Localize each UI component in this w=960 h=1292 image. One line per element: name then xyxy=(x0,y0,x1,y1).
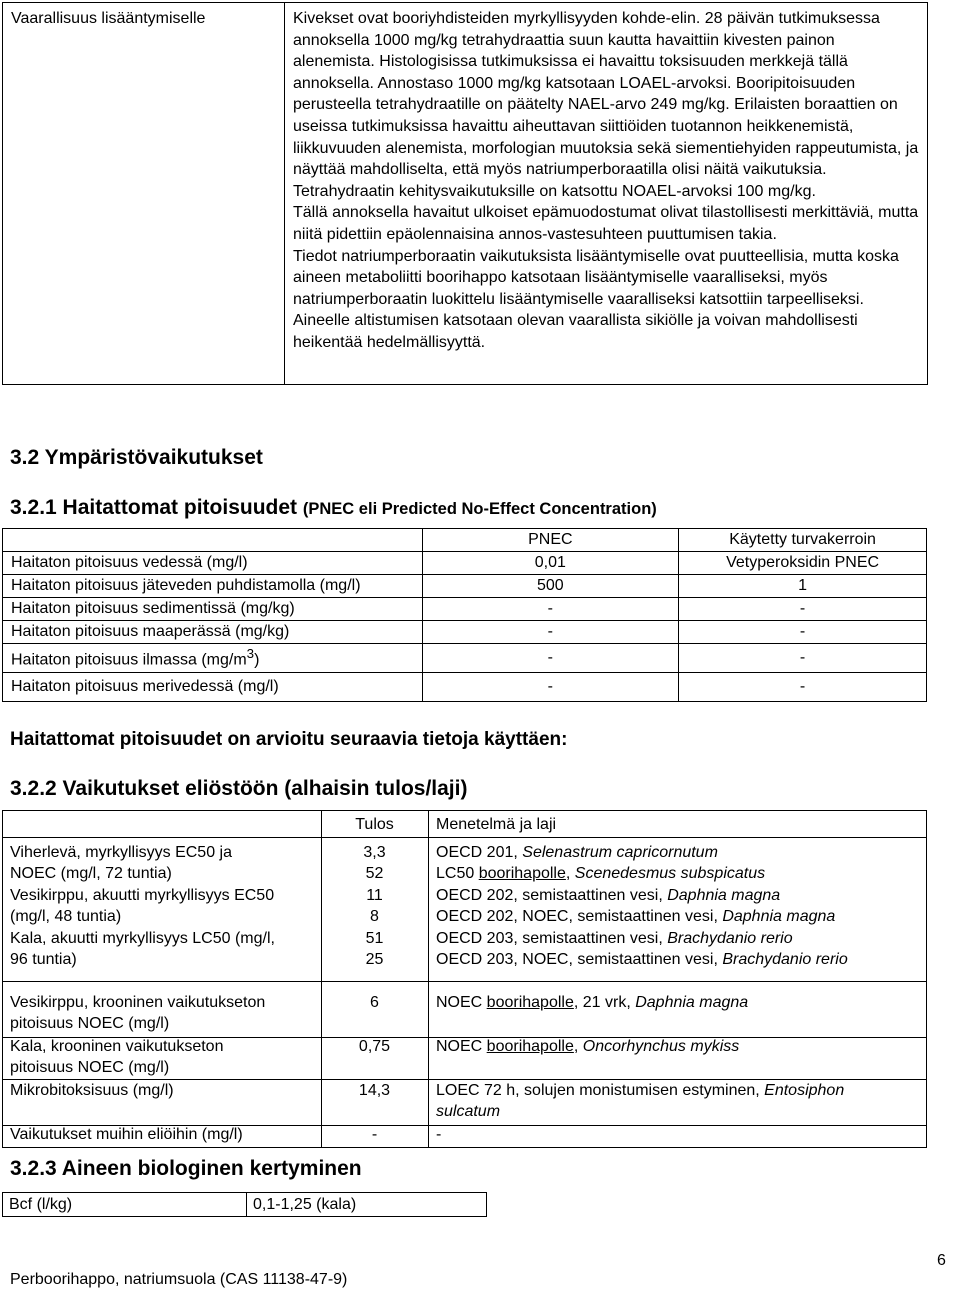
section-heading-3-2-1 xyxy=(10,496,657,520)
section-subtitle: (PNEC eli Predicted No-Effect Concentration) xyxy=(302,500,657,518)
test-name: Kala, krooninen vaikutukseton pitoisuus NOEC (mg/l) xyxy=(10,1038,224,1076)
table-row xyxy=(3,552,927,575)
reproduction-table xyxy=(2,2,928,385)
table-cell: - xyxy=(679,644,927,673)
table-cell: - xyxy=(422,673,679,702)
footer-text: Perboorihappo, natriumsuola (CAS 11138-47-9) xyxy=(10,1271,348,1288)
bcf-table xyxy=(2,1192,487,1217)
superscript: 3 xyxy=(246,646,255,662)
table-cell: - xyxy=(422,598,679,621)
row-divider xyxy=(3,981,926,982)
test-method: NOEC boorihapolle, 21 vrk, Daphnia magna xyxy=(436,994,749,1011)
table-cell: - xyxy=(679,621,927,644)
reproduction-paragraph: Kivekset ovat booriyhdisteiden myrkyllisyyden kohde-elin. 28 päivän tutkimuksessa annoksella 1000 mg/kg tetrahydraattia suun kautta havaittiin kivesten painon alenemista. Histologisissa tutkimuksissa ei havaittu toksisuuden merkkejä tällä annoksella. Annostaso 1000 mg/kg katsotaan LOAEL-arvoksi. Booripitoisuuden perusteella tetrahydraatille on päätelty NAEL-arvo 249 mg/kg. Erilaisten boraattien on useissa tutkimuksissa havaittu aiheuttavan siittiöiden tuotannon heikkenemistä, liikkuvuuden alenemista, morfologian muutoksia sekä siementiehyiden rappeutumista, ja näyttää mahdolliselta, että myös natriumperboraatilla olisi näitä vaikutuksia. xyxy=(293,10,919,179)
table-cell: Haitaton pitoisuus maaperässä (mg/kg) xyxy=(3,621,423,644)
table-cell: Haitaton pitoisuus vedessä (mg/l) xyxy=(3,552,423,575)
section-heading-3-2-3: 3.2.3 Aineen biologinen kertyminen xyxy=(10,1157,362,1180)
reproduction-text xyxy=(285,3,927,384)
test-name: Kala, akuutti myrkyllisyys LC50 (mg/l, 96 tuntia) xyxy=(10,930,275,968)
row-divider xyxy=(3,837,926,838)
table-cell: Haitaton pitoisuus merivedessä (mg/l) xyxy=(3,673,423,702)
pnec-table xyxy=(2,528,927,702)
table-header-cell: Menetelmä ja laji xyxy=(436,816,557,833)
reproduction-label: Vaarallisuus lisääntymiselle xyxy=(3,3,285,384)
table-row xyxy=(3,621,927,644)
test-method: OECD 203, semistaattinen vesi, Brachydanio rerio OECD 203, NOEC, semistaattinen vesi, Brachydanio rerio xyxy=(436,930,848,968)
table-cell: Vetyperoksidin PNEC xyxy=(679,552,927,575)
table-cell: Bcf (l/kg) xyxy=(3,1193,247,1217)
table-cell: 0,01 xyxy=(422,552,679,575)
page-number: 6 xyxy=(937,1252,946,1269)
test-method: NOEC boorihapolle, Oncorhynchus mykiss xyxy=(436,1038,740,1055)
test-result: 6 xyxy=(370,994,379,1011)
test-result: 14,3 xyxy=(358,1082,391,1099)
cell-text-suffix: ) xyxy=(254,651,260,669)
test-result: 0,75 xyxy=(358,1038,391,1055)
table-cell: - xyxy=(679,598,927,621)
reproduction-paragraph: Tällä annoksella havaitut ulkoiset epämuodostumat olivat tilastollisesti merkittäviä, mutta niitä pidettiin epäolennaisina annos-vastesuhteen puuttumisen takia. xyxy=(293,204,919,243)
table-cell: - xyxy=(422,621,679,644)
table-cell: Haitaton pitoisuus jäteveden puhdistamolla (mg/l) xyxy=(3,575,423,598)
reproduction-paragraph: Tetrahydraatin kehitysvaikutuksille on katsottu NOAEL-arvoksi 100 mg/kg. xyxy=(293,182,816,200)
cell-text: Haitaton pitoisuus ilmassa (mg/m xyxy=(11,651,247,669)
test-method: - xyxy=(436,1126,442,1143)
table-header-cell: PNEC xyxy=(422,529,679,552)
table-header-row xyxy=(3,529,927,552)
section-heading-3-2-2: 3.2.2 Vaikutukset eliöstöön (alhaisin tulos/laji) xyxy=(10,777,468,800)
table-cell: 0,1-1,25 (kala) xyxy=(247,1193,487,1217)
table-cell xyxy=(3,644,423,673)
table-cell: Haitaton pitoisuus sedimentissä (mg/kg) xyxy=(3,598,423,621)
test-name: Vesikirppu, krooninen vaikutukseton pitoisuus NOEC (mg/l) xyxy=(10,994,266,1032)
organism-effects-table xyxy=(2,810,927,1148)
section-title: 3.2.1 Haitattomat pitoisuudet xyxy=(10,496,298,519)
test-method: OECD 201, Selenastrum capricornutum LC50 boorihapolle, Scenedesmus subspicatus xyxy=(436,844,766,882)
test-result: - xyxy=(371,1126,378,1143)
table-row xyxy=(3,1193,487,1217)
table-cell: 500 xyxy=(422,575,679,598)
table-row xyxy=(3,673,927,702)
test-method: LOEC 72 h, solujen monistumisen estyminen, Entosiphon sulcatum xyxy=(436,1082,845,1120)
test-result: 51 25 xyxy=(365,930,384,968)
table-header-cell: Käytetty turvakerroin xyxy=(679,529,927,552)
table-cell: 1 xyxy=(679,575,927,598)
table-row xyxy=(3,598,927,621)
table-header-cell xyxy=(3,529,423,552)
test-name: Mikrobitoksisuus (mg/l) xyxy=(10,1082,174,1099)
test-name: Vesikirppu, akuutti myrkyllisyys EC50 (mg/l, 48 tuntia) xyxy=(10,887,275,925)
test-name: Viherlevä, myrkyllisyys EC50 ja NOEC (mg/l, 72 tuntia) xyxy=(10,844,232,882)
table-row xyxy=(3,644,927,673)
test-method: OECD 202, semistaattinen vesi, Daphnia magna OECD 202, NOEC, semistaattinen vesi, Daphnia magna xyxy=(436,887,836,925)
table-cell: - xyxy=(422,644,679,673)
table-row xyxy=(3,575,927,598)
section-heading-3-2: 3.2 Ympäristövaikutukset xyxy=(10,446,263,469)
table-header-cell: Tulos xyxy=(355,816,394,833)
column-divider xyxy=(428,811,429,1147)
reproduction-paragraph: Tiedot natriumperboraatin vaikutuksista lisääntymiselle ovat puutteellisia, mutta koska aineen metaboliitti boorihappo katsotaan lisääntymiselle vaaralliseksi, myös natriumperboraatin luokittelu lisääntymiselle vaaralliseksi katsottiin tarpeelliseksi. Aineelle altistumisen katsotaan olevan vaarallista sikiölle ja voivan mahdollisesti heikentää hedelmällisyyttä. xyxy=(293,247,899,351)
table-cell: - xyxy=(679,673,927,702)
test-result: 3,3 52 xyxy=(363,844,386,882)
test-name: Vaikutukset muihin eliöihin (mg/l) xyxy=(10,1126,243,1143)
basis-heading: Haitattomat pitoisuudet on arvioitu seuraavia tietoja käyttäen: xyxy=(10,729,568,750)
test-result: 11 8 xyxy=(366,887,383,925)
